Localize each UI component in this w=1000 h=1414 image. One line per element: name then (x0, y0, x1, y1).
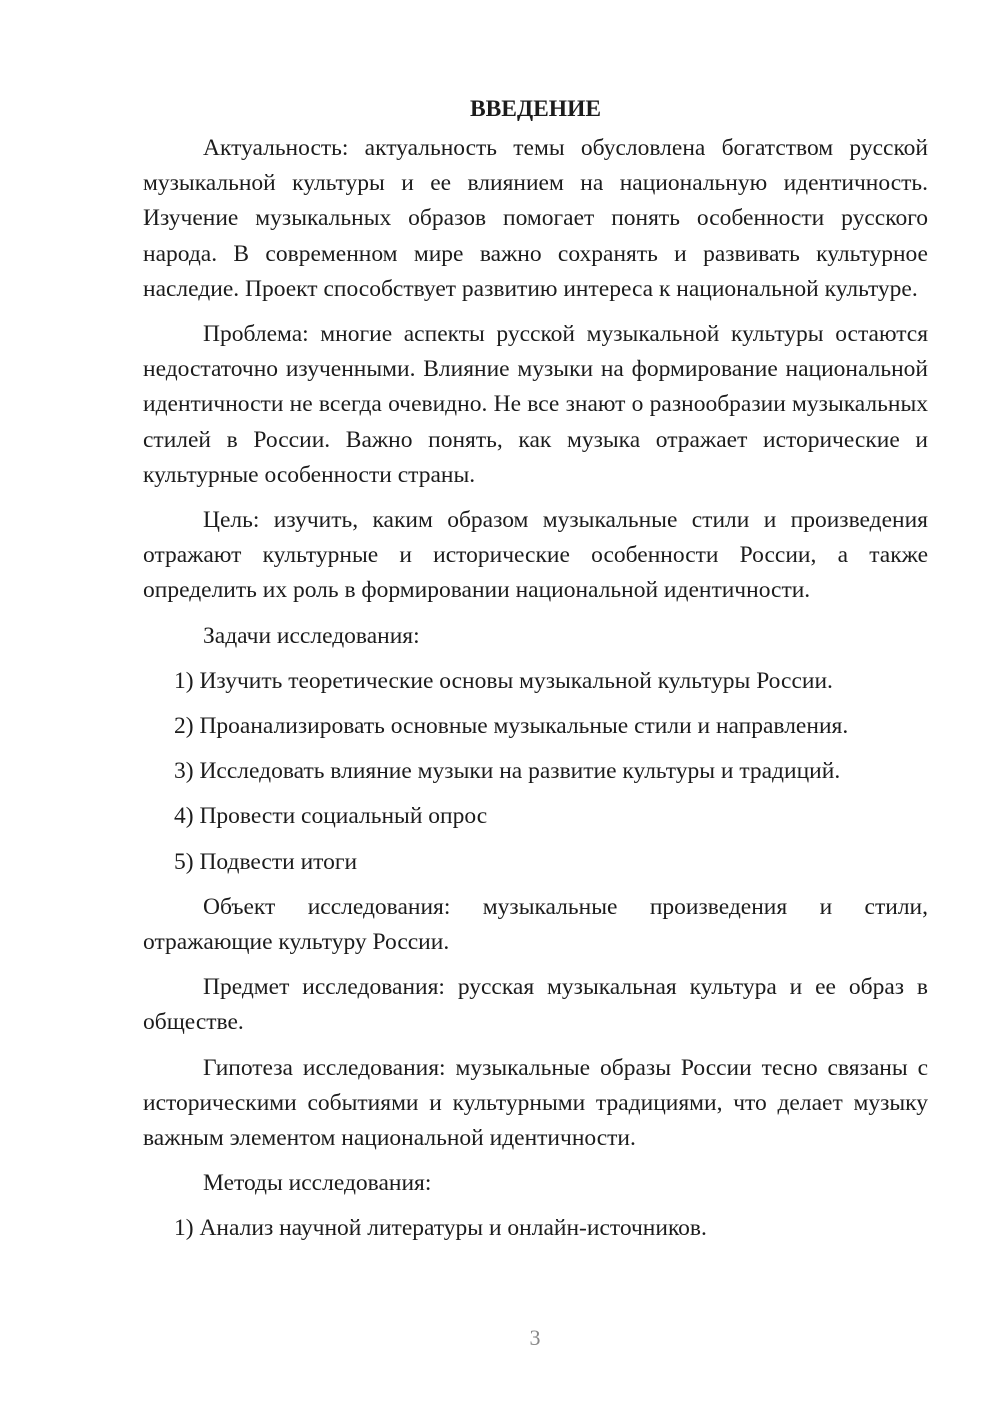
page-number: 3 (529, 1325, 541, 1350)
hypothesis-paragraph: Гипотеза исследования: музыкальные образы России тесно связаны с историческими событиями и культурными традициями, что делает музыку важным элементом национальной идентичности. (143, 1054, 928, 1152)
relevance-paragraph: Актуальность: актуальность темы обусловлена богатством русской музыкальной культуры и ее влиянием на национальную идентичность. Изучение музыкальных образов помогает понять особенности русского народа. В современном мире важно сохранять и развивать культурное наследие. Проект способствует развитию интереса к национальной культуре. (143, 135, 928, 302)
task-item: 1) Изучить теоретические основы музыкальной культуры России. (174, 667, 833, 694)
task-item: 5) Подвести итоги (174, 848, 358, 875)
methods-list (143, 1211, 928, 1246)
subject-paragraph: Предмет исследования: русская музыкальная культура и ее образ в обществе. (143, 974, 928, 1036)
task-item: 4) Провести социальный опрос (174, 803, 488, 830)
page-content (143, 92, 928, 1257)
object-paragraph: Объект исследования: музыкальные произведения и стили, отражающие культуру России. (143, 893, 928, 956)
section-title: ВВЕДЕНИЕ (469, 96, 602, 122)
problem-paragraph: Проблема: многие аспекты русской музыкальной культуры остаются недостаточно изученными. Влияние музыки на формирование национальной идентичности не всегда очевидно. Не все знают о разнообразии музыкальных стилей в России. Важно понять, как музыка отражает исторические и культурные особенности страны. (143, 321, 928, 488)
task-item: 3) Исследовать влияние музыки на развитие культуры и традиций. (174, 758, 841, 785)
methods-heading: Методы исследования: (203, 1170, 432, 1197)
tasks-heading: Задачи исследования: (203, 622, 420, 649)
method-item: 1) Анализ научной литературы и онлайн-источников. (174, 1215, 707, 1242)
goal-paragraph: Цель: изучить, каким образом музыкальные стили и произведения отражают культурные и исторические особенности России, а также определить их роль в формировании национальной идентичности. (143, 507, 928, 604)
task-item: 2) Проанализировать основные музыкальные стили и направления. (174, 713, 849, 740)
tasks-list (143, 664, 928, 880)
